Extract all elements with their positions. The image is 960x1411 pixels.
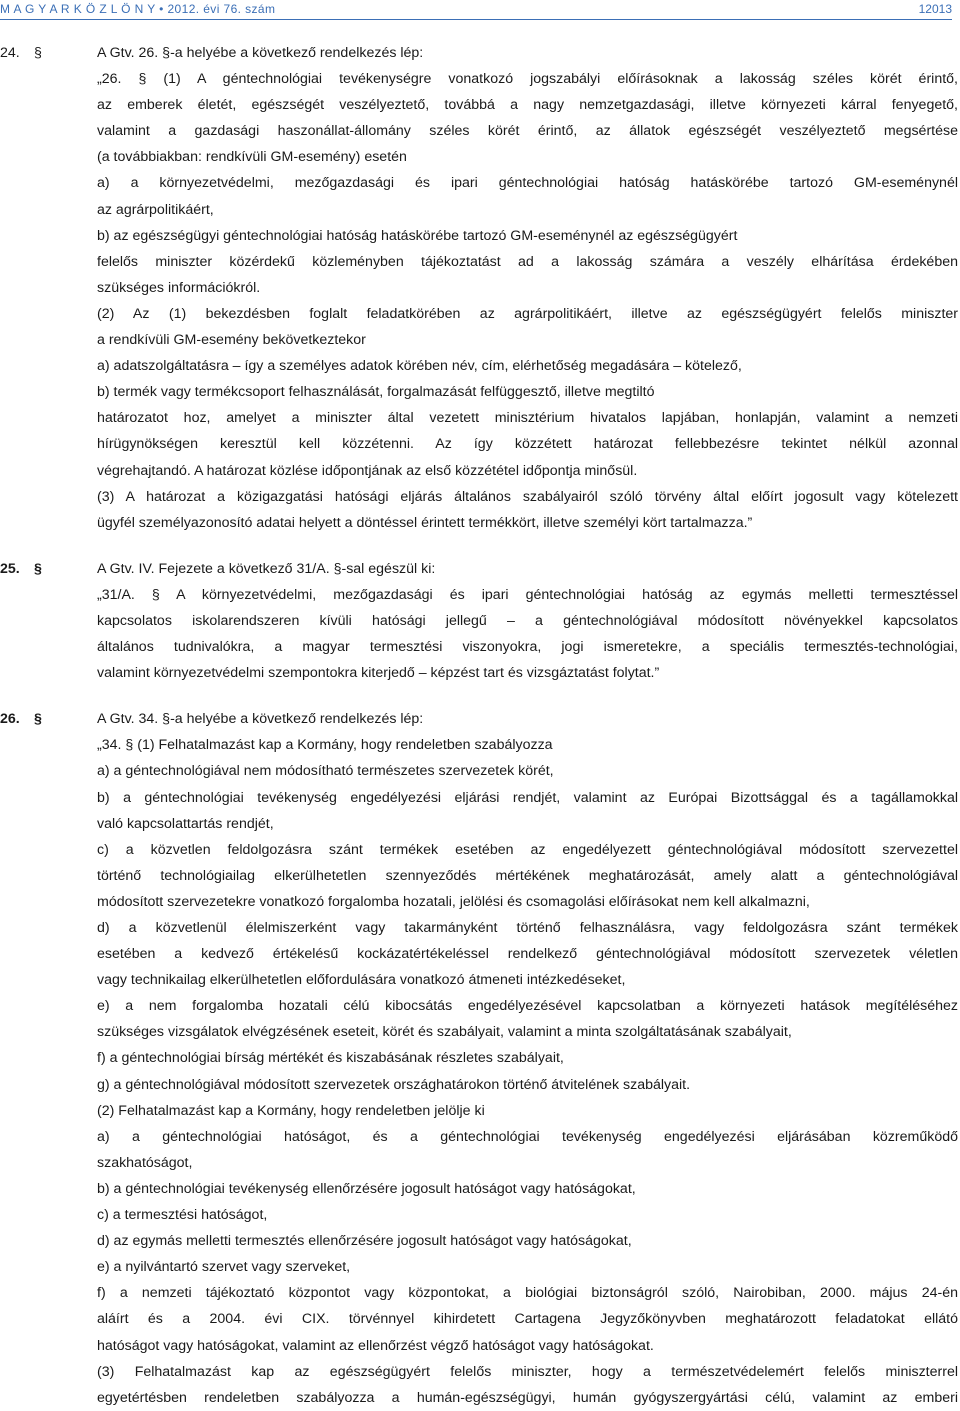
section-heading (0, 556, 958, 582)
text-line: valamint környezetvédelmi szempontokra kiterjedő – képzést tart és vizsgáztatást folytat.” (97, 665, 660, 682)
text-line: szükséges információkról. (97, 279, 261, 296)
section-title: A Gtv. 26. §-a helyébe a következő rendelkezés lép: (97, 45, 424, 61)
text-line: ügyfél személyazonosító adatai helyett a döntéssel érintett termékkört, illetve személyi kört tartalmazza.” (97, 514, 753, 531)
text-line: egyetértésben rendeletben szabályozza a humán-egészségügyi, humán gyógyszergyártási célú, valamint az emberi (97, 1389, 958, 1406)
text-line: a) a géntechnológiával nem módosítható természetes szervezetek körét, (97, 763, 554, 780)
text-line: c) a termesztési hatóságot, (97, 1207, 268, 1224)
section-gap (0, 686, 958, 706)
section-text (97, 66, 958, 536)
text-line: d) a közvetlenül élelmiszerként vagy takarmányként történő felhasználásra, vagy feldolgozásra szánt termékek (97, 920, 958, 936)
section-text (97, 582, 958, 686)
text-line: a) adatszolgáltatásra – így a személyes adatok körében név, cím, elérhetőség megadására – kötelező, (97, 358, 742, 375)
text-line: a) a géntechnológiai hatóságot, és a géntechnológiai tevékenység engedélyezési eljárásában közreműködő (97, 1128, 958, 1145)
text-line: végrehajtandó. A határozat közlése időpontjának az első közzététel időpontja minősül. (97, 462, 638, 479)
section-text (97, 732, 958, 1410)
text-line: szükséges vizsgálatok elvégzésének eseteit, körét és szabályait, valamint a minta szolgáltatásának szabályait, (97, 1024, 792, 1041)
section-26 (0, 706, 958, 1411)
text-line: vagy technikailag elkerülhetetlen előfordulására vonatkozó átmeneti intézkedéseket, (97, 972, 626, 989)
text-line: e) a nyilvántartó szervet vagy szerveket, (97, 1259, 351, 1276)
paragraph-sign: § (34, 711, 42, 728)
text-line: esetében a kedvező értékelésű kockázatértékeléssel rendelkező géntechnológiával módosított szervezetek véletlen (97, 946, 958, 963)
section-title: A Gtv. 34. §-a helyébe a következő rendelkezés lép: (97, 711, 424, 728)
text-line: történő technológiailag elkerülhetetlen szennyeződés mértékének meghatározását, amely alatt a géntechnológiával (97, 867, 958, 884)
text-line: módosított szervezetekre vonatkozó forgalomba hozatali, jelölési és csomagolási előírásokat nem kell alkalmazni, (97, 893, 810, 910)
section-title: A Gtv. IV. Fejezete a következő 31/A. §-sal egészül ki: (97, 560, 436, 577)
page-header (0, 0, 960, 18)
section-number: 24. (0, 45, 20, 61)
journal-title: M A G Y A R K Ö Z L Ö N Y • 2012. évi 76. szám (0, 2, 276, 16)
page-number: 12013 (918, 2, 952, 16)
text-line: való kapcsolattartás rendjét, (97, 815, 274, 832)
text-line: általános tudnivalókra, a magyar termesztési viszonyokra, jogi ismeretekre, a speciális termesztés-technológiai, (97, 639, 958, 656)
text-line: f) a géntechnológiai bírság mértékét és kiszabásának részletes szabályait, (97, 1050, 564, 1067)
text-line: (3) A határozat a közigazgatási hatósági eljárás általános szabályairól szóló törvény által előírt jogosult vagy kötelezett (97, 488, 958, 505)
text-line: a) a környezetvédelmi, mezőgazdasági és ipari géntechnológiai hatóság hatáskörébe tartozó GM-eseménynél (97, 175, 958, 192)
section-heading (0, 706, 958, 732)
text-line: b) termék vagy termékcsoport felhasználását, forgalmazását felfüggesztő, illetve megtiltó (97, 384, 655, 401)
text-line: d) az egymás melletti termesztés ellenőrzésére jogosult hatóságot vagy hatóságokat, (97, 1233, 632, 1250)
text-line: a rendkívüli GM-esemény bekövetkeztekor (97, 332, 366, 349)
text-line: b) az egészségügyi géntechnológiai hatóság hatáskörébe tartozó GM-eseménynél az egészségügyért (97, 227, 738, 244)
text-line: g) a géntechnológiával módosított szervezetek országhatárokon történő átvitelének szabályait. (97, 1076, 691, 1093)
paragraph-sign: § (34, 560, 42, 577)
section-gap (0, 536, 958, 556)
text-line: c) a közvetlen feldolgozásra szánt termékek esetében az engedélyezett géntechnológiával módosított szervezettel (97, 841, 958, 858)
text-line: b) a géntechnológiai tevékenység ellenőrzésére jogosult hatóságot vagy hatóságokat, (97, 1180, 636, 1197)
text-line: e) a nem forgalomba hozatali célú kibocsátás engedélyezésével kapcsolatban a környezeti hatások megítéléséhez (97, 998, 958, 1015)
document-body (0, 40, 958, 1411)
text-line: az agrárpolitikáért, (97, 201, 214, 218)
section-heading (0, 40, 958, 66)
section-25 (0, 556, 958, 686)
text-line: „26. § (1) A géntechnológiai tevékenységre vonatkozó jogszabályi előírásoknak a lakosság széles körét érintő, (97, 71, 958, 88)
text-line: f) a nemzeti tájékoztató központot vagy központokat, a biológiai biztonságról szóló, Nairobiban, 2000. május 24-én (97, 1285, 958, 1302)
text-line: b) a géntechnológiai tevékenység engedélyezési eljárási rendjét, valamint az Európai Bizottsággal és a tagállamokkal (97, 789, 958, 806)
paragraph-sign: § (34, 45, 42, 61)
text-line: kapcsolatos iskolarendszeren kívüli hatósági jellegű – a géntechnológiával módosított növényekkel kapcsolatos (97, 612, 958, 629)
text-line: valamint a gazdasági haszonállat-állomány széles körét érintő, az állatok egészségét veszélyeztető megsértése (97, 123, 958, 140)
text-line: aláírt és a 2004. évi CIX. törvénnyel kihirdetett Cartagena Jegyzőkönyvben meghatározott feladatokat ellátó (97, 1311, 958, 1328)
text-line: (2) Az (1) bekezdésben foglalt feladatkörében az agrárpolitikáért, illetve az egészségügyért felelős miniszter (97, 305, 958, 322)
text-line: szakhatóságot, (97, 1154, 193, 1171)
text-line: felelős miniszter közérdekű közleményben tájékoztatást ad a lakosság számára a veszély elhárítása érdekében (97, 253, 958, 270)
section-number: 26. (0, 711, 20, 728)
text-line: (2) Felhatalmazást kap a Kormány, hogy rendeletben jelölje ki (97, 1102, 485, 1119)
header-rule (0, 19, 952, 20)
text-line: határozatot hoz, amelyet a miniszter által vezetett minisztérium hivatalos lapjában, honlapján, valamint a nemzeti (97, 410, 958, 427)
section-number: 25. (0, 560, 20, 577)
text-line: hírügynökségen keresztül kell közzétenni. Az így közzétett határozat fellebbezésre tekintet nélkül azonnal (97, 436, 958, 453)
text-line: hatóságot vagy hatóságokat, valamint az ellenőrzést végző hatóságot vagy hatóságokat. (97, 1337, 654, 1354)
text-line: az emberek életét, egészségét veszélyeztető, továbbá a nagy nemzetgazdasági, illetve környezeti kárral fenyegető, (97, 97, 958, 114)
text-line: „31/A. § A környezetvédelmi, mezőgazdasági és ipari géntechnológiai hatóság az egymás melletti termesztéssel (97, 586, 958, 603)
section-24 (0, 40, 958, 536)
text-line: (3) Felhatalmazást kap az egészségügyért felelős miniszter, hogy a természetvédelemért felelős miniszterrel (97, 1363, 958, 1380)
text-line: „34. § (1) Felhatalmazást kap a Kormány, hogy rendeletben szabályozza (97, 737, 553, 754)
text-line: (a továbbiakban: rendkívüli GM-esemény) esetén (97, 149, 407, 166)
